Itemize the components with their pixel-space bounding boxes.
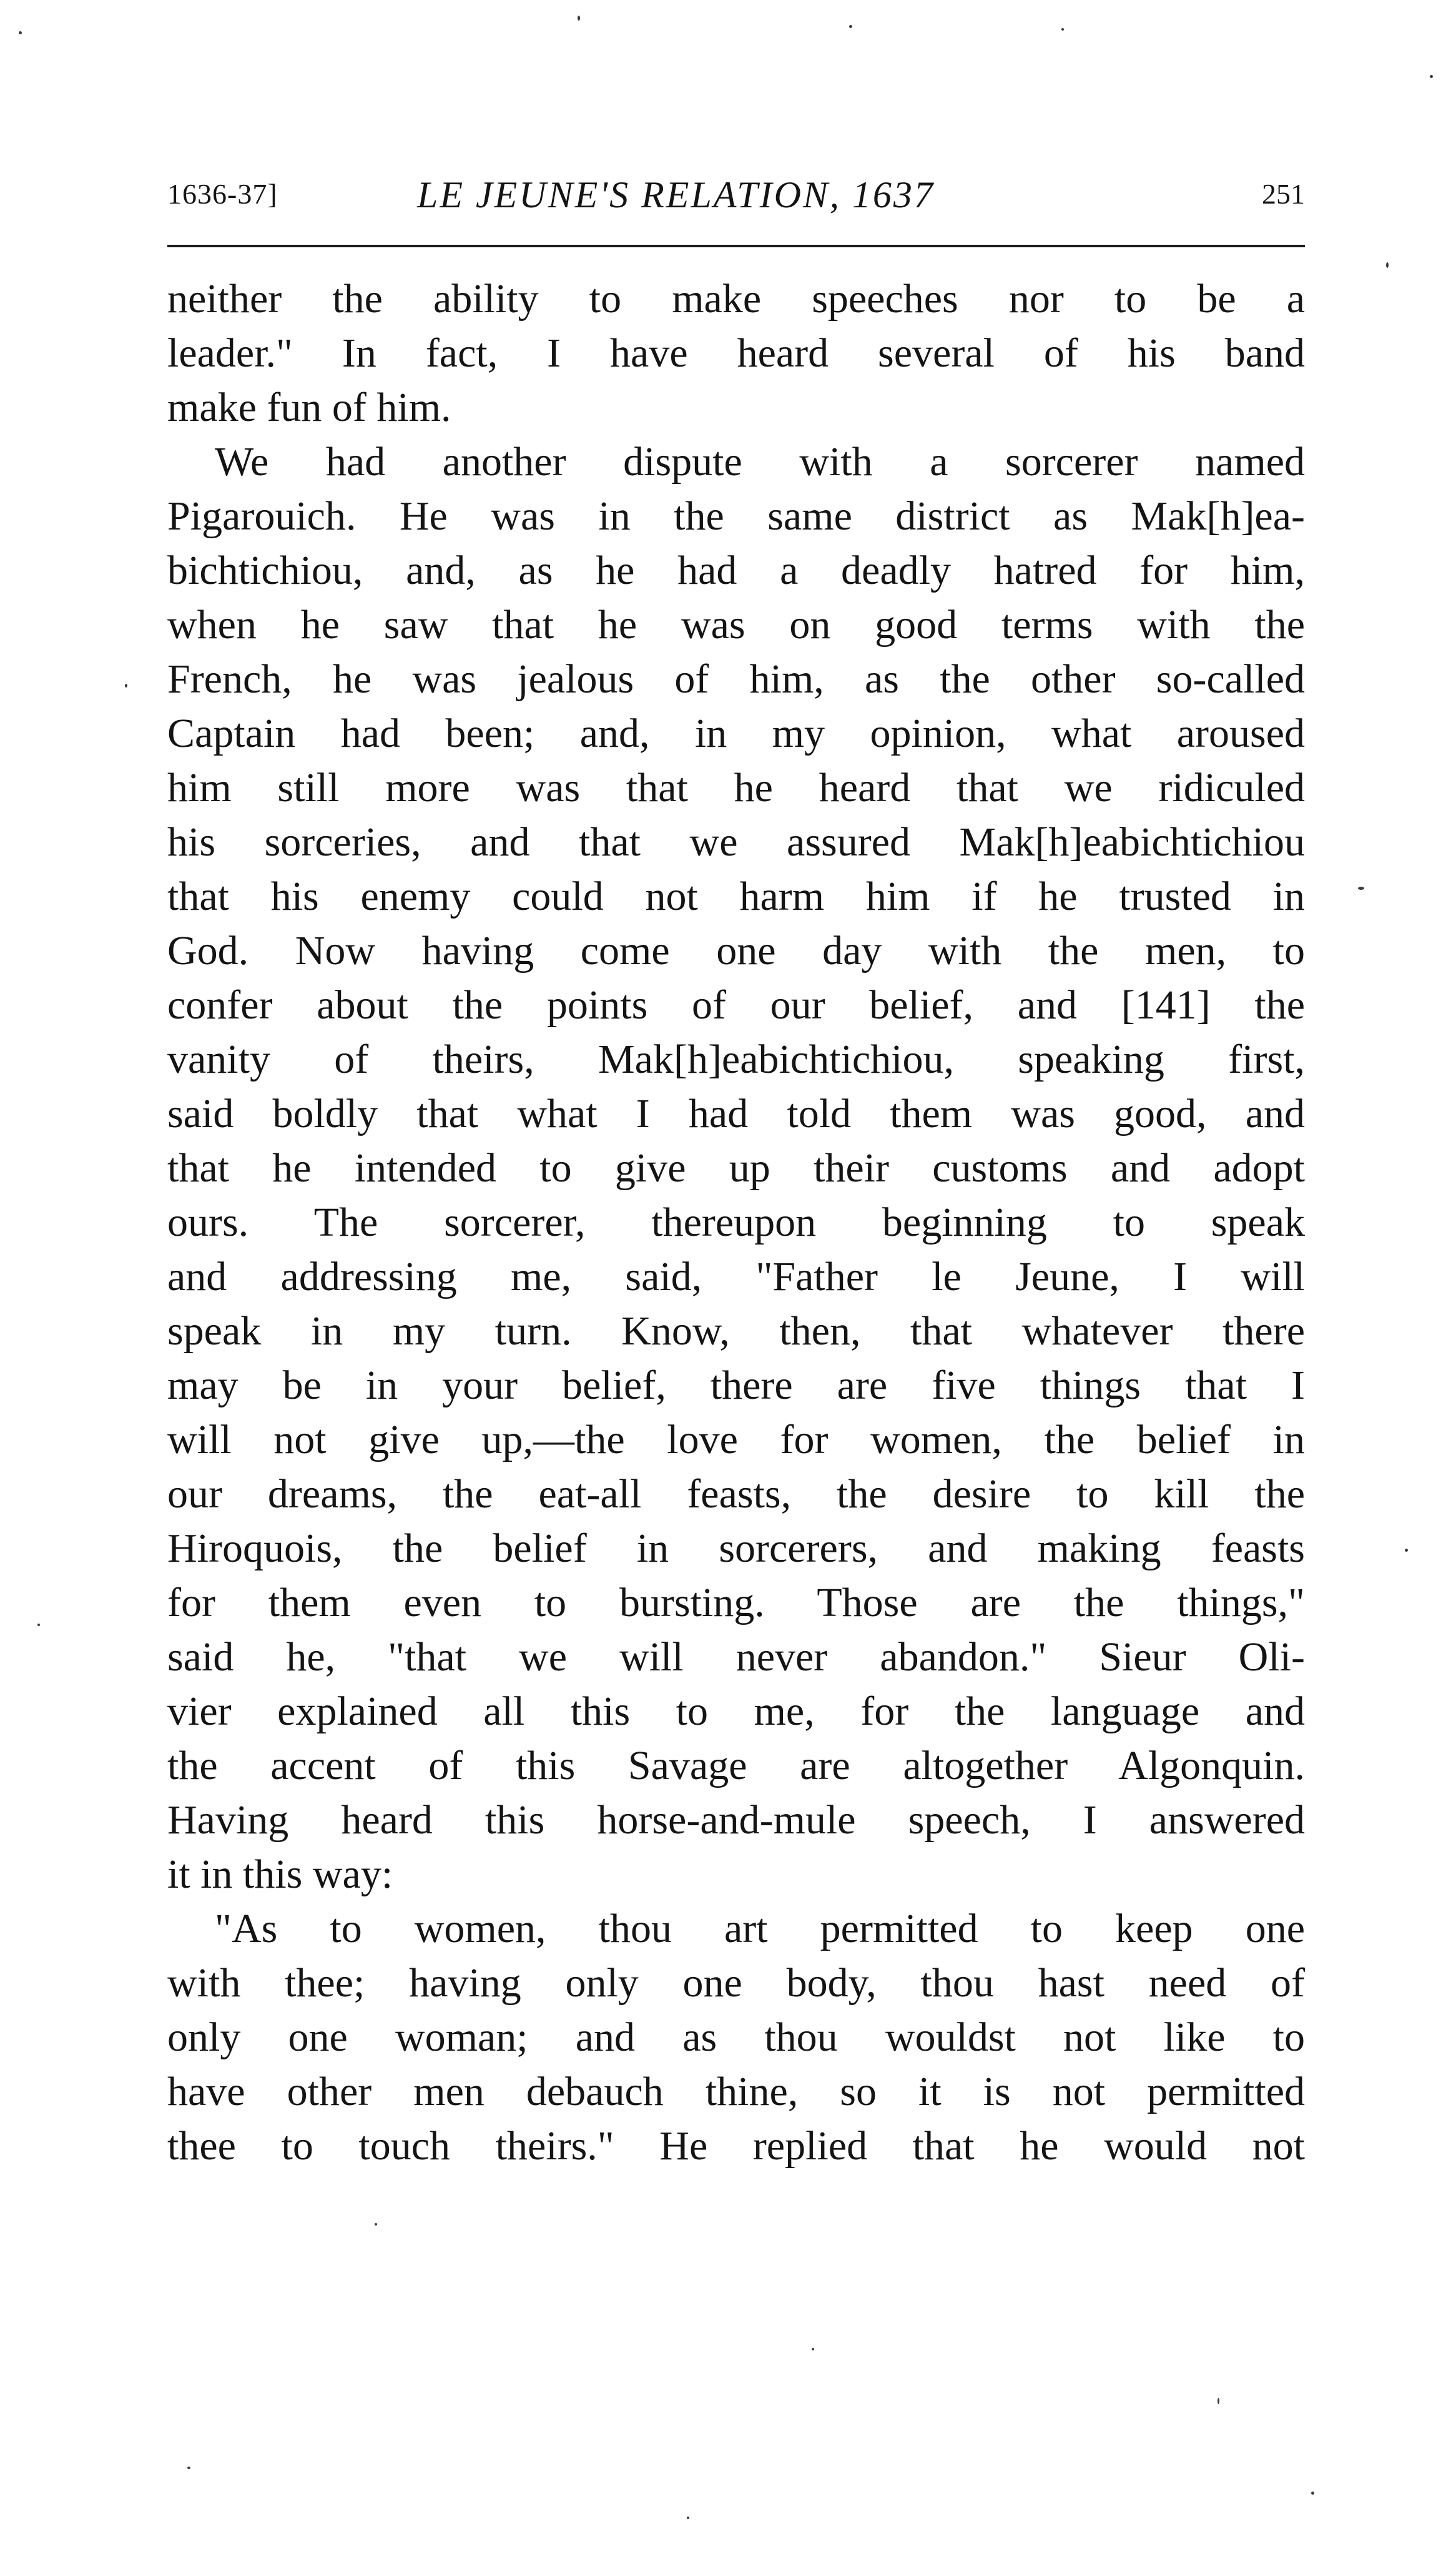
scan-speck: [37, 1624, 40, 1626]
page-number: 251: [1262, 178, 1305, 210]
scan-speck: [1405, 1549, 1408, 1552]
text-line: Hiroquois, the belief in sorcerers, and making feasts: [167, 1526, 1305, 1571]
text-line: said boldly that what I had told them was good, and: [167, 1091, 1305, 1136]
text-line: "As to women, thou art permitted to keep one: [215, 1906, 1305, 1951]
scan-speck: [1358, 887, 1364, 890]
text-line: make fun of him.: [167, 385, 451, 430]
scan-speck: [687, 2517, 689, 2519]
text-line: the accent of this Savage are altogether Algonquin.: [167, 1743, 1305, 1788]
text-line: our dreams, the eat-all feasts, the desire to kill the: [167, 1471, 1305, 1517]
text-line: neither the ability to make speeches nor to be a: [167, 276, 1305, 322]
scan-speck: [125, 684, 127, 688]
text-line: confer about the points of our belief, and [141] the: [167, 982, 1305, 1028]
text-line: that his enemy could not harm him if he trusted in: [167, 874, 1305, 919]
text-line: vanity of theirs, Mak[h]eabichtichiou, speaking first,: [167, 1037, 1305, 1082]
scan-speck: [375, 2223, 377, 2226]
scan-speck: [849, 25, 852, 28]
text-line: when he saw that he was on good terms with the: [167, 602, 1305, 648]
text-line: with thee; having only one body, thou hast need of: [167, 1960, 1305, 2006]
text-line: We had another dispute with a sorcerer named: [215, 439, 1305, 485]
text-line: his sorceries, and that we assured Mak[h]eabichtichiou: [167, 819, 1305, 865]
header-title: LE JEUNE'S RELATION, 1637: [417, 174, 935, 215]
text-line: Pigarouich. He was in the same district as Mak[h]ea-: [167, 493, 1305, 539]
text-line: vier explained all this to me, for the language and: [167, 1689, 1305, 1734]
scan-speck: [1217, 2398, 1219, 2404]
text-line: it in this way:: [167, 1851, 393, 1897]
text-line: bichtichiou, and, as he had a deadly hatred for him,: [167, 548, 1305, 593]
text-line: ours. The sorcerer, thereupon beginning to speak: [167, 1200, 1305, 1245]
body-text: [167, 272, 1305, 2173]
scan-speck: [1061, 28, 1064, 31]
text-line: French, he was jealous of him, as the other so-called: [167, 656, 1305, 702]
text-line: said he, "that we will never abandon." Sieur Oli-: [167, 1634, 1305, 1680]
text-line: him still more was that he heard that we ridiculed: [167, 765, 1305, 811]
scan-speck: [1430, 75, 1433, 78]
text-line: speak in my turn. Know, then, that whatever there: [167, 1308, 1305, 1354]
text-line: and addressing me, said, "Father le Jeune, I will: [167, 1254, 1305, 1299]
text-line: Captain had been; and, in my opinion, what aroused: [167, 711, 1305, 756]
text-line: will not give up,—the love for women, the belief in: [167, 1417, 1305, 1462]
scan-speck: [1311, 2492, 1314, 2495]
text-line: may be in your belief, there are five things that I: [167, 1363, 1305, 1408]
header-rule: [167, 245, 1305, 247]
scan-speck: [1386, 262, 1389, 268]
text-line: God. Now having come one day with the men, to: [167, 928, 1305, 974]
scan-speck: [19, 31, 22, 34]
text-line: leader." In fact, I have heard several of his band: [167, 330, 1305, 376]
running-header: [167, 174, 1305, 217]
header-date-range: 1636-37]: [167, 178, 278, 210]
text-line: thee to touch theirs." He replied that he would not: [167, 2123, 1305, 2169]
scan-speck: [812, 2348, 814, 2350]
text-line: Having heard this horse-and-mule speech, I answered: [167, 1797, 1305, 1843]
scan-speck: [578, 16, 580, 21]
text-line: have other men debauch thine, so it is not permitted: [167, 2069, 1305, 2114]
text-line: that he intended to give up their customs and adopt: [167, 1145, 1305, 1191]
text-line: for them even to bursting. Those are the things,": [167, 1580, 1305, 1625]
scan-speck: [187, 2467, 190, 2469]
text-line: only one woman; and as thou wouldst not like to: [167, 2014, 1305, 2060]
